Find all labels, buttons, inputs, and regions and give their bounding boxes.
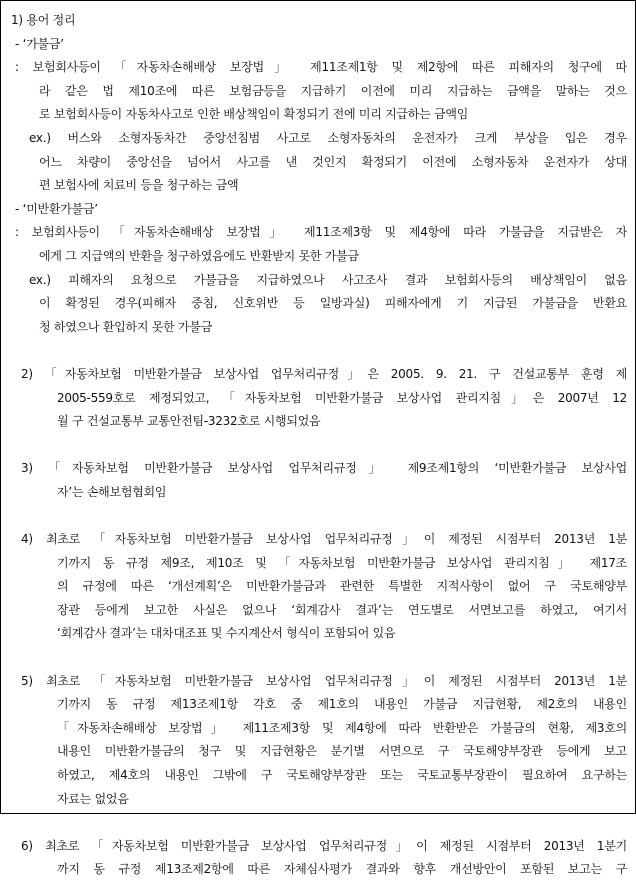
blank-line	[11, 339, 627, 363]
term-mibanhwan-gabulgeum: - ‘미반환가불금’	[15, 201, 98, 216]
section-2-line: 2005-559호로 제정되었고, 「자동차보험 미반환가불금 보상사업 관리지침」은 2007년 12	[57, 390, 627, 405]
section-4-line: ‘회계감사 결과’는 대차대조표 및 수지계산서 형식이 포함되어 있음	[57, 626, 396, 641]
section-4-line: 의 규정에 따른 ‘개선계획’은 미반환가불금과 관련한 특별한 지적사항이 없어 구 국토해양부	[57, 579, 627, 594]
term-gabulgeum: - ‘가불금’	[15, 36, 64, 51]
example-line: 편 보험사에 치료비 등을 청구하는 금액	[39, 178, 239, 193]
section-5-line: 「자동차손해배상 보장법」 제11조제3항 및 제4항에 따라 반환받은 가불금의 현황, 제3호의	[57, 720, 627, 735]
blank-line	[11, 434, 627, 458]
section-1-heading: 1) 용어 정리	[11, 13, 76, 27]
blank-line	[11, 504, 627, 528]
section-5-line: 하였고, 제4호의 내용인 그밖에 구 국토해양부장관 또는 국토교통부장관이 필요하여 요구하는	[57, 768, 627, 782]
example-line: ex.) 버스와 소형자동차간 중앙선침범 사고로 소형자동차의 운전자가 크게 부상을 입은 경우	[29, 130, 627, 145]
example-line: 이 확정된 경우(피해자 중침, 신호위반 등 일방과실) 피해자에게 기 지급된 가불금을 반환요	[39, 296, 627, 311]
section-4-line: 기까지 동 규정 제9조, 제10조 및 「자동차보험 미반환가불금 보상사업 관리지침」 제17조	[57, 555, 627, 570]
example-line: 청 하였으나 환입하지 못한 가불금	[39, 319, 213, 334]
section-5-line: 내용인 미반환가불금의 청구 및 지급현황은 분기별 서면으로 구 국토해양부장관 등에게 보고	[57, 744, 627, 759]
example-line: 어느 차량이 중앙선을 넘어서 사고를 낸 것인지 확정되기 이전에 소형자동차 운전자가 상대	[39, 154, 627, 169]
definition-line: 라 같은 법 제10조에 따른 보험금등을 지급하기 이전에 미리 지급하는 금액을 말하는 것으	[39, 83, 627, 98]
example-line: ex.) 피해자의 요청으로 가불금을 지급하였으나 사고조사 결과 보험회사등의 배상책임이 없음	[29, 272, 627, 287]
section-2-line: 월 구 건설교통부 교통안전팀-3232호로 시행되었음	[57, 414, 321, 429]
section-6-line: 까지 동 규정 제13조제2항에 따른 자체심사평가 결과와 향후 개선방안이 포함된 보고는 구	[57, 862, 627, 877]
section-5-line: 5) 최초로 「자동차보험 미반환가불금 보상사업 업무처리규정」이 제정된 시점부터 2013년 1분	[21, 673, 627, 688]
definition-line: 에게 그 지급액의 반환을 청구하였음에도 반환받지 못한 가불금	[39, 248, 359, 263]
section-5-line: 기까지 동 규정 제13조제1항 각호 중 제1호의 내용인 가불금 지급현황, 제2호의 내용인	[57, 697, 627, 712]
definition-line: 로 보험회사등이 자동차사고로 인한 배상책임이 확정되기 전에 미리 지급하는 금액임	[39, 107, 469, 122]
blank-line	[11, 811, 627, 835]
section-6-line: 6) 최초로 「자동차보험 미반환가불금 보상사업 업무처리규정」이 제정된 시점부터 2013년 1분기	[21, 838, 627, 853]
section-4-line: 장관 등에게 보고한 사실은 없으나 ‘회계감사 결과’는 연도별로 서면보고를 하였고, 여기서	[57, 602, 627, 617]
document-body	[11, 9, 627, 882]
section-3-line: 3) 「자동차보험 미반환가불금 보상사업 업무처리규정」 제9조제1항의 ‘미반환가불금 보상사업	[21, 461, 627, 476]
section-3-line: 자’는 손해보험협회임	[57, 484, 167, 499]
definition-line: : 보험회사등이 「자동차손해배상 보장법」 제11조제3항 및 제4항에 따라 가불금을 지급받은 자	[15, 225, 627, 240]
section-4-line: 4) 최초로 「자동차보험 미반환가불금 보상사업 업무처리규정」이 제정된 시점부터 2013년 1분	[21, 532, 627, 547]
section-2-line: 2) 「자동차보험 미반환가불금 보상사업 업무처리규정」은 2005. 9. 21. 구 건설교통부 훈령 제	[21, 366, 627, 381]
section-5-line: 자료는 없었음	[57, 791, 129, 806]
definition-line: : 보험회사등이 「자동차손해배상 보장법」 제11조제1항 및 제2항에 따른 피해자의 청구에 따	[15, 60, 627, 75]
blank-line	[11, 646, 627, 670]
